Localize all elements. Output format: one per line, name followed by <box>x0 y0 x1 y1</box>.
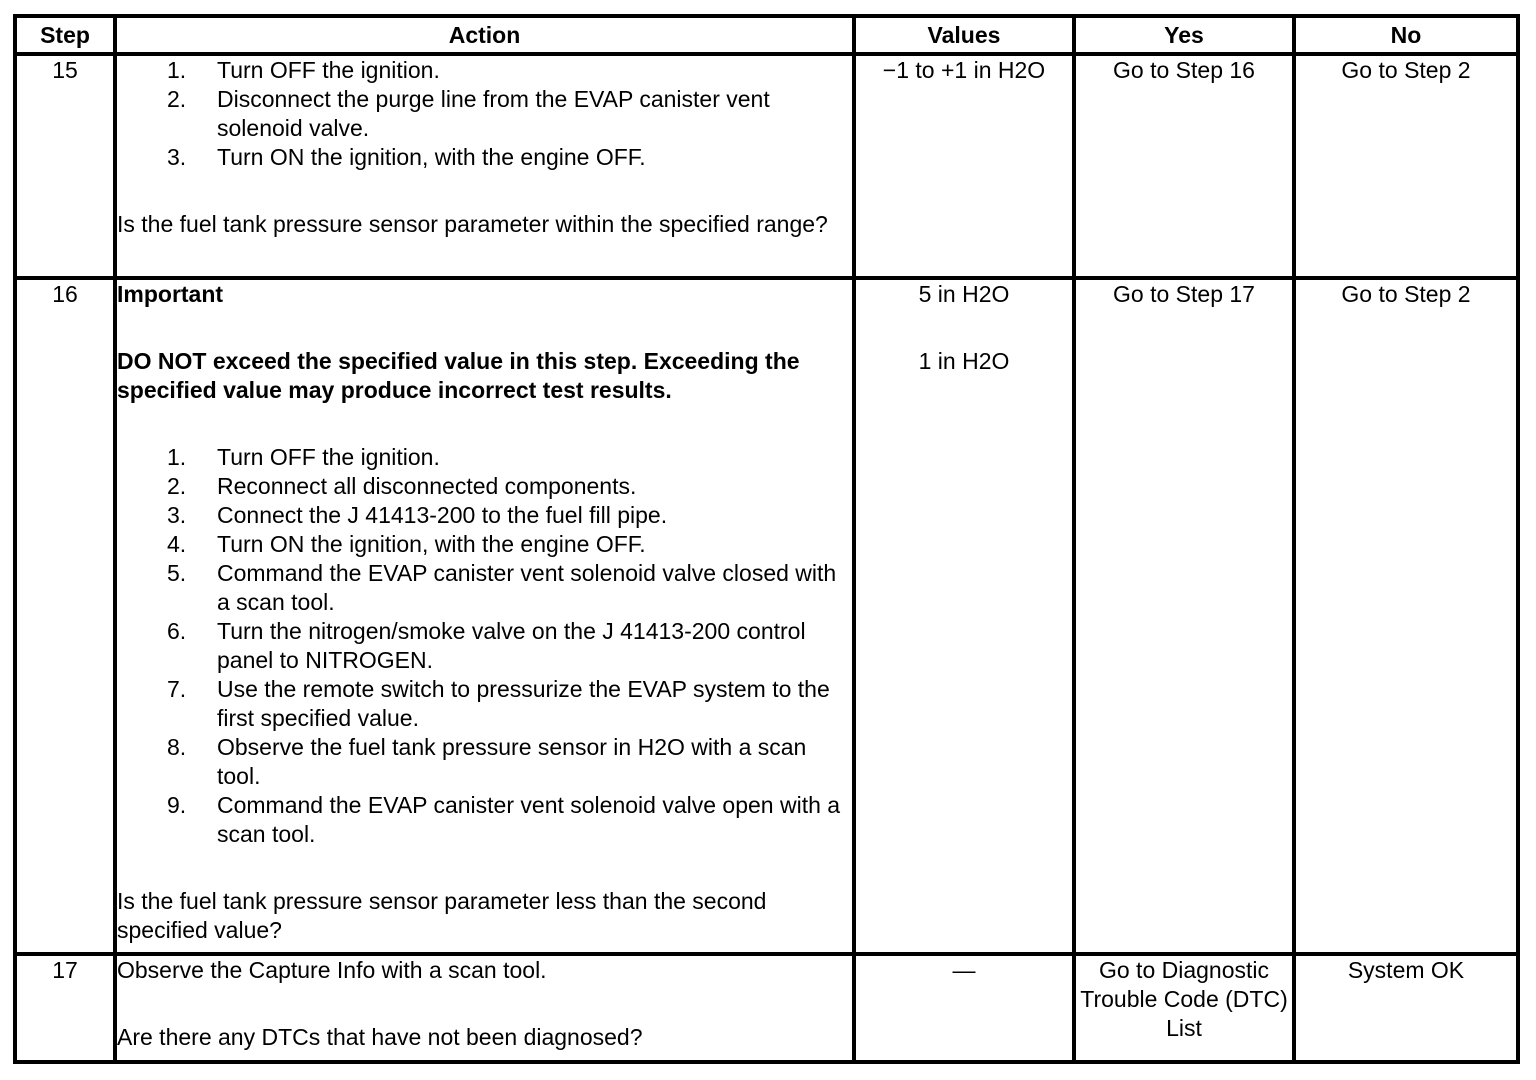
value-second: 1 in H2O <box>918 348 1010 374</box>
important-text: DO NOT exceed the specified value in this step. Exceeding the specified value may produce incorrect test results. <box>117 348 800 403</box>
list-item: 5. Command the EVAP canister vent solenoid valve closed with a scan tool. <box>167 560 837 615</box>
list-item: 2. Disconnect the purge line from the EVAP canister vent solenoid valve. <box>167 86 770 141</box>
step-number: 17 <box>15 954 115 1062</box>
values-cell: −1 to +1 in H2O <box>854 54 1074 278</box>
procedure-list <box>117 443 852 849</box>
list-item: 6. Turn the nitrogen/smoke valve on the J 41413-200 control panel to NITROGEN. <box>167 618 806 673</box>
list-item: 1. Turn OFF the ignition. <box>167 444 440 470</box>
values-cell: — <box>854 954 1074 1062</box>
header-yes: Yes <box>1074 16 1294 54</box>
action-cell <box>115 954 854 1062</box>
no-cell: Go to Step 2 <box>1294 278 1518 954</box>
list-item: 9. Command the EVAP canister vent solenoid valve open with a scan tool. <box>167 792 841 847</box>
list-item: 3. Turn ON the ignition, with the engine OFF. <box>167 144 646 170</box>
table-row-step-17 <box>15 954 1518 1062</box>
question-text: Is the fuel tank pressure sensor parameter less than the second specified value? <box>117 888 767 943</box>
list-item: 8. Observe the fuel tank pressure sensor in H2O with a scan tool. <box>167 734 807 789</box>
no-cell: Go to Step 2 <box>1294 54 1518 278</box>
question-text: Are there any DTCs that have not been diagnosed? <box>117 1024 643 1050</box>
action-text: Observe the Capture Info with a scan tool. <box>117 957 547 983</box>
yes-cell: Go to Step 17 <box>1074 278 1294 954</box>
header-no: No <box>1294 16 1518 54</box>
list-item: 7. Use the remote switch to pressurize the EVAP system to the first specified value. <box>167 676 830 731</box>
yes-cell: Go to Diagnostic Trouble Code (DTC) List <box>1074 954 1294 1062</box>
step-number: 15 <box>15 54 115 278</box>
no-cell: System OK <box>1294 954 1518 1062</box>
list-item: 4. Turn ON the ignition, with the engine OFF. <box>167 531 646 557</box>
diagnostic-table <box>13 14 1520 1064</box>
header-step: Step <box>15 16 115 54</box>
header-action: Action <box>115 16 854 54</box>
table-row-step-16 <box>15 278 1518 954</box>
header-row <box>15 16 1518 54</box>
value-first: 5 in H2O <box>918 281 1010 307</box>
action-cell <box>115 54 854 278</box>
values-cell <box>854 278 1074 954</box>
list-item: 3. Connect the J 41413-200 to the fuel fill pipe. <box>167 502 668 528</box>
header-values: Values <box>854 16 1074 54</box>
list-item: 1. Turn OFF the ignition. <box>167 57 440 83</box>
action-cell <box>115 278 854 954</box>
yes-cell: Go to Step 16 <box>1074 54 1294 278</box>
procedure-list <box>117 56 852 172</box>
table-row-step-15 <box>15 54 1518 278</box>
question-text: Is the fuel tank pressure sensor parameter within the specified range? <box>117 211 828 237</box>
list-item: 2. Reconnect all disconnected components. <box>167 473 637 499</box>
important-label: Important <box>117 281 224 307</box>
step-number: 16 <box>15 278 115 954</box>
